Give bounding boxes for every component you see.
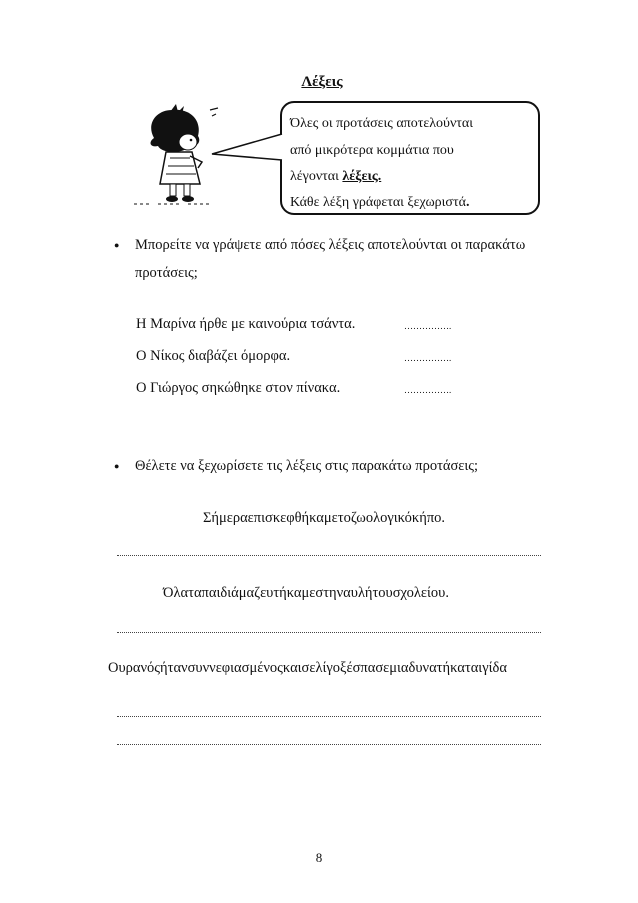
- exercise1-sentence: Ο Γιώργος σηκώθηκε στον πίνακα.: [136, 380, 341, 396]
- bullet-icon: ●: [114, 240, 120, 250]
- exercise2-sentence: Ουρανόςήτανσυννεφιασμένοςκαισελίγοξέσπασεμιαδυνατήκαταιγίδα: [108, 660, 507, 676]
- speech-bubble-tail: [210, 130, 284, 170]
- answer-line[interactable]: [117, 716, 541, 717]
- answer-line[interactable]: [117, 744, 541, 745]
- bubble-text-line: από μικρότερα κομμάτια που: [290, 143, 454, 158]
- bubble-text-line: Κάθε λέξη γράφεται ξεχωριστά.: [290, 195, 470, 210]
- keyword-lexeis: λέξεις.: [342, 169, 382, 184]
- exercise2-sentence: Όλαταπαιδιάμαζευτήκαμεστηναυλήτουσχολείου.: [163, 585, 449, 601]
- exercise1-question: προτάσεις;: [135, 265, 198, 281]
- answer-blank[interactable]: …………….: [404, 321, 452, 331]
- exercise1-question: Μπορείτε να γράψετε από πόσες λέξεις αποτελούνται οι παρακάτω: [135, 237, 526, 253]
- page-number: 8: [315, 850, 323, 865]
- bubble-text-line: Όλες οι προτάσεις αποτελούνται: [290, 116, 474, 131]
- exercise2-question: Θέλετε να ξεχωρίσετε τις λέξεις στις παρακάτω προτάσεις;: [135, 458, 479, 474]
- answer-line[interactable]: [117, 555, 541, 556]
- page-title: Λέξεις: [301, 74, 343, 90]
- bubble-text-line: λέγονται λέξεις.: [290, 169, 382, 184]
- exercise2-sentence: Σήμεραεπισκεφθήκαμετοζωολογικόκήπο.: [202, 510, 446, 526]
- answer-line[interactable]: [117, 632, 541, 633]
- bullet-icon: ●: [114, 461, 120, 471]
- answer-blank[interactable]: …………….: [404, 385, 452, 395]
- exercise1-sentence: Η Μαρίνα ήρθε με καινούρια τσάντα.: [136, 316, 356, 332]
- answer-blank[interactable]: …………….: [404, 353, 452, 363]
- exercise1-sentence: Ο Νίκος διαβάζει όμορφα.: [136, 348, 291, 364]
